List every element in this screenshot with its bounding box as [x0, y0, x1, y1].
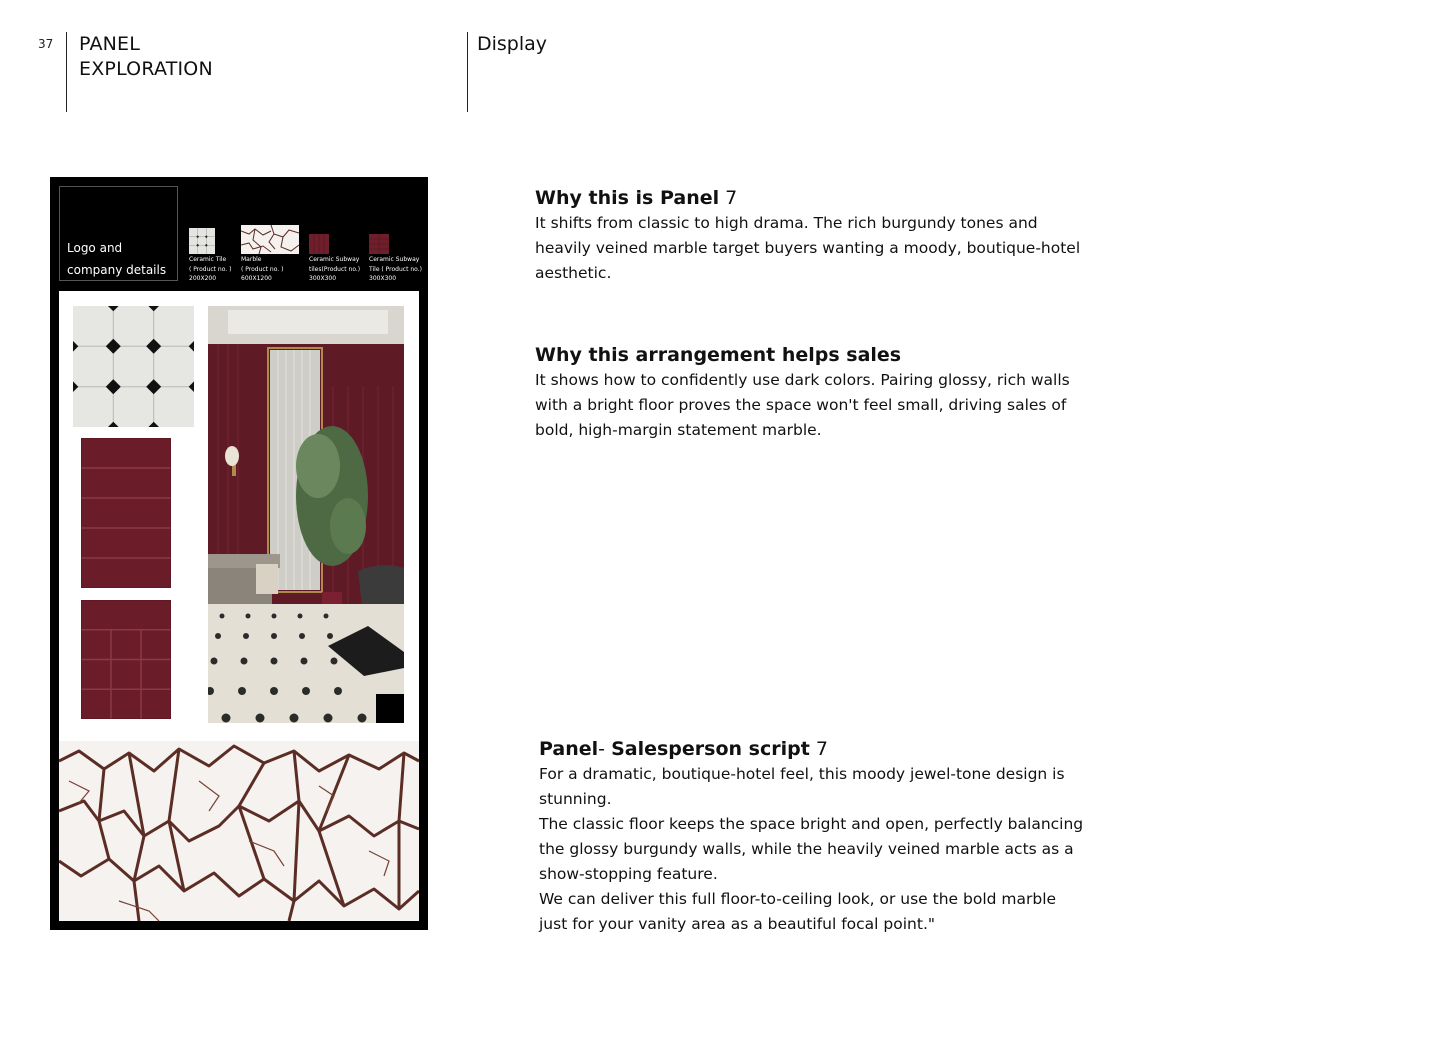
logo-text-line2: company details — [67, 263, 167, 277]
logo-text-line1: Logo and — [67, 241, 123, 255]
swatch-label-subway-tile: Ceramic Subway Tile ( Product no.) 300X300 — [369, 256, 422, 282]
salesperson-script-section — [539, 736, 1087, 937]
script-paragraph-2: The classic floor keeps the space bright and open, perfectly balancing the glossy burgundy walls, while the heavily veined marble acts as a show-stopping feature. — [539, 815, 1084, 883]
swatch-label-marble: Marble ( Product no. ) 600X1200 — [241, 256, 284, 282]
header-divider-left — [66, 32, 67, 112]
display-panel — [50, 177, 428, 930]
header-divider-right — [467, 32, 468, 112]
why-arrangement-body: It shows how to confidently use dark colors. Pairing glossy, rich walls with a bright floor proves the space won't feel small, driving sales of bold, high-margin statement marble. — [535, 371, 1070, 439]
script-paragraph-1: For a dramatic, boutique-hotel feel, this moody jewel-tone design is stunning. — [539, 765, 1065, 808]
page-number: 37 — [38, 37, 54, 51]
bathroom-render-image — [208, 306, 404, 723]
logo-placeholder — [59, 186, 178, 281]
white-octagon-tile-icon — [189, 228, 215, 254]
burgundy-grid-tile-sample — [81, 600, 171, 719]
section-title — [79, 32, 213, 82]
burgundy-grid-tile-icon — [369, 234, 389, 254]
script-paragraph-3: We can deliver this full floor-to-ceiling look, or use the bold marble just for your vanity area as a beautiful focal point." — [539, 890, 1057, 933]
marble-slab-image — [59, 741, 419, 921]
swatch-label-ceramic-tile: Ceramic Tile ( Product no. ) 200X200 — [189, 256, 232, 282]
burgundy-subway-tile-sample — [81, 438, 171, 588]
burgundy-subway-tile-icon — [309, 234, 329, 254]
page-subtitle: Display — [477, 33, 548, 55]
why-panel-heading: Why this is Panel 7 — [535, 187, 738, 209]
why-arrangement-section — [535, 342, 1075, 443]
swatch-label-subway-tiles: Ceramic Subway tiles(Product no.) 300X300 — [309, 256, 361, 282]
why-panel-body: It shifts from classic to high drama. The rich burgundy tones and heavily veined marble target buyers wanting a moody, boutique-hotel aesthetic. — [535, 214, 1081, 282]
marble-veins — [59, 741, 419, 921]
marble-icon — [241, 225, 299, 254]
why-panel-section — [535, 185, 1095, 286]
why-arrangement-heading: Why this arrangement helps sales — [535, 344, 902, 366]
section-title-line2: EXPLORATION — [79, 58, 213, 80]
script-heading: Panel- Salesperson script 7 — [539, 738, 828, 760]
octagon-floor-tile-sample — [73, 306, 194, 427]
section-title-line1: PANEL — [79, 33, 141, 55]
panel-product-area — [59, 291, 419, 741]
logo-text — [67, 237, 175, 281]
